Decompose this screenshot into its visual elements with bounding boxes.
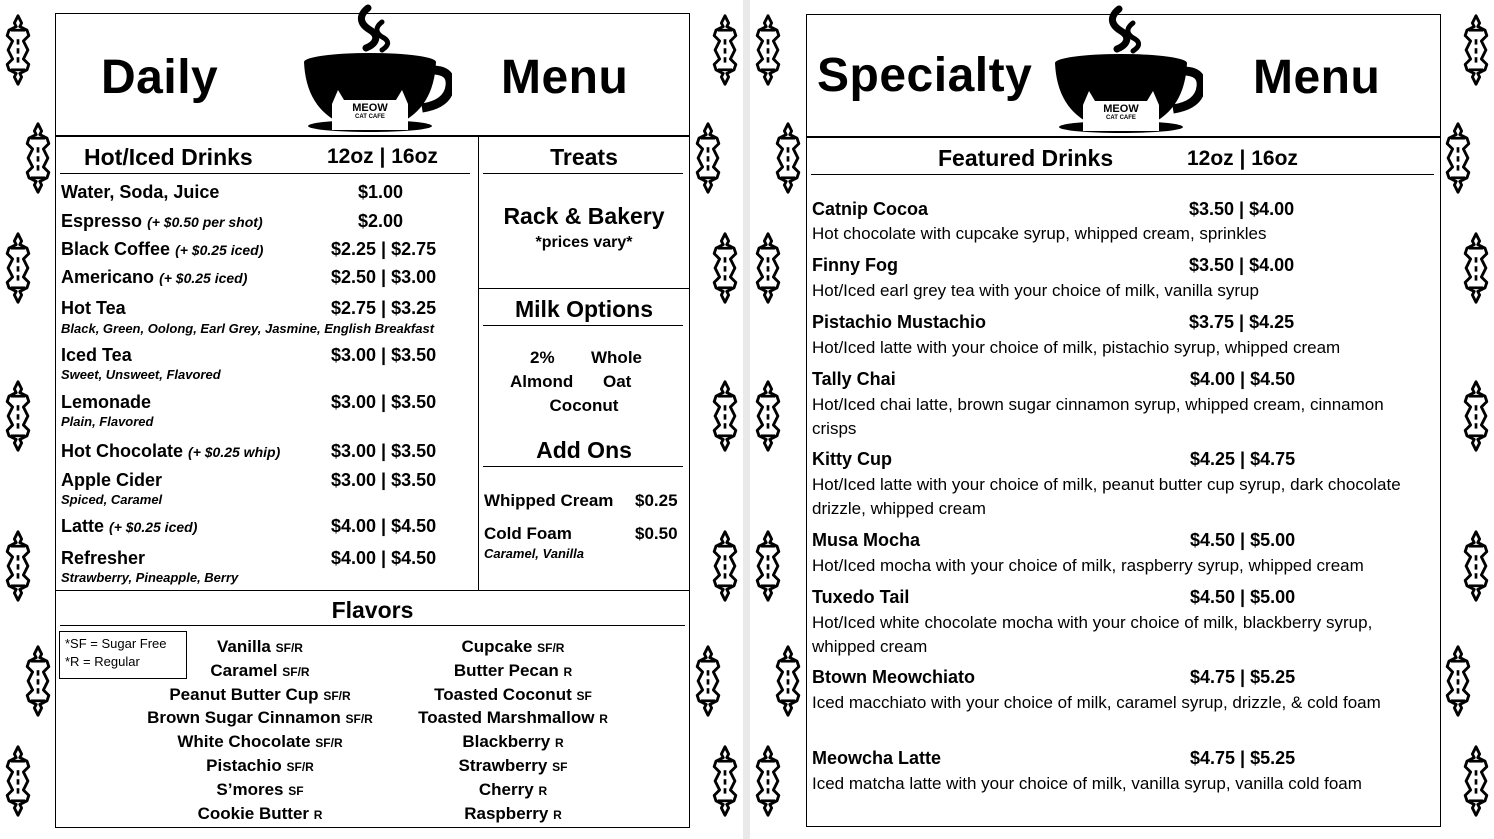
milk-option: 2%: [530, 348, 555, 367]
milk-title: Milk Options: [515, 296, 653, 322]
treats-title: Treats: [550, 144, 618, 170]
flavor-item: Toasted Marshmallow R: [418, 708, 608, 727]
drink-price: $3.75 | $4.25: [1189, 312, 1295, 332]
item-price: $2.75 | $3.25: [331, 298, 437, 318]
divider: [483, 325, 683, 326]
list-item: Apple Cider: [61, 470, 163, 490]
cat-silhouette-icon: [770, 645, 806, 717]
item-price: $3.00 | $3.50: [331, 470, 437, 490]
list-item: Hot Chocolate (+ $0.25 whip): [61, 441, 281, 461]
cat-silhouette-icon: [0, 530, 36, 602]
addon-price: $0.25: [635, 491, 678, 510]
item-price: $2.00: [358, 211, 404, 231]
flavors-title: Flavors: [331, 597, 414, 623]
cat-silhouette-icon: [0, 745, 36, 817]
cat-silhouette-icon: [690, 645, 726, 717]
drink-price: $4.50 | $5.00: [1190, 530, 1296, 550]
flavor-item: Raspberry R: [464, 804, 562, 823]
item-price: $2.25 | $2.75: [331, 239, 437, 259]
list-item: Lemonade: [61, 392, 152, 412]
menu-title: Menu: [501, 51, 629, 104]
cat-silhouette-icon: [707, 745, 743, 817]
cat-silhouette-icon: [707, 232, 743, 304]
cat-silhouette-icon: [750, 14, 786, 86]
addons-title: Add Ons: [536, 437, 632, 463]
cat-silhouette-icon: [750, 745, 786, 817]
list-item: Hot Tea: [61, 298, 126, 318]
featured-sizes: 12oz | 16oz: [1187, 147, 1298, 170]
drink-price: $3.50 | $4.00: [1189, 255, 1295, 275]
list-item: Refresher: [61, 548, 146, 568]
cafe-logo: [1053, 5, 1203, 135]
addon-name: Cold Foam: [484, 524, 572, 543]
addon-name: Whipped Cream: [484, 491, 614, 510]
drink-name: Finny Fog: [812, 255, 898, 275]
specialty-header: [806, 14, 1441, 137]
drink-description: Hot/Iced white chocolate mocha with your choice of milk, blackberry syrup, whipped cream: [812, 613, 1373, 656]
divider: [483, 173, 683, 174]
addon-subtext: Caramel, Vanilla: [484, 546, 584, 561]
item-subtext: Spiced, Caramel: [61, 492, 163, 507]
cat-silhouette-icon: [750, 380, 786, 452]
divider: [60, 625, 685, 626]
treats-note: *prices vary*: [535, 234, 633, 251]
list-item: Water, Soda, Juice: [61, 182, 220, 202]
drink-name: Catnip Cocoa: [812, 199, 929, 219]
item-subtext: Plain, Flavored: [61, 414, 154, 429]
list-item: Iced Tea: [61, 345, 132, 365]
drink-description: Hot/Iced latte with your choice of milk, peanut butter cup syrup, dark chocolate drizzle, whipped cream: [812, 475, 1401, 518]
cat-silhouette-icon: [20, 645, 56, 717]
drink-price: $3.50 | $4.00: [1189, 199, 1295, 219]
flavor-item: Pistachio SF/R: [206, 756, 314, 775]
drink-name: Kitty Cup: [812, 449, 892, 469]
flavor-item: Toasted Coconut SF: [434, 685, 592, 704]
drink-name: Btown Meowchiato: [812, 667, 975, 687]
cafe-logo: [302, 4, 452, 134]
daily-menu-page: [0, 0, 743, 839]
divider: [483, 466, 683, 467]
featured-title: Featured Drinks: [938, 145, 1114, 171]
drinks-title: Hot/Iced Drinks: [84, 144, 253, 170]
cat-silhouette-icon: [0, 380, 36, 452]
cat-silhouette-icon: [1458, 232, 1494, 304]
drink-price: $4.00 | $4.50: [1190, 369, 1296, 389]
flavor-item: Cupcake SF/R: [461, 637, 565, 656]
drink-name: Musa Mocha: [812, 530, 921, 550]
flavor-item: Butter Pecan R: [453, 661, 573, 680]
flavor-item: Strawberry SF: [458, 756, 568, 775]
drink-price: $4.75 | $5.25: [1190, 667, 1296, 687]
cat-silhouette-icon: [690, 122, 726, 194]
cat-silhouette-icon: [707, 530, 743, 602]
flavor-item: Brown Sugar Cinnamon SF/R: [147, 708, 373, 727]
flavor-item: S’mores SF: [216, 780, 304, 799]
drink-description: Hot/Iced earl grey tea with your choice of milk, vanilla syrup: [812, 281, 1259, 300]
drink-price: $4.25 | $4.75: [1190, 449, 1296, 469]
cat-silhouette-icon: [750, 530, 786, 602]
drink-description: Hot/Iced chai latte, brown sugar cinnamon syrup, whipped cream, cinnamon crisps: [812, 395, 1384, 438]
cat-silhouette-icon: [707, 14, 743, 86]
list-item: Latte (+ $0.25 iced): [61, 516, 198, 536]
addon-price: $0.50: [635, 524, 678, 543]
cat-silhouette-icon: [1458, 745, 1494, 817]
list-item: Americano (+ $0.25 iced): [61, 267, 248, 287]
item-subtext: Sweet, Unsweet, Flavored: [61, 367, 221, 382]
flavor-item: Caramel SF/R: [210, 661, 310, 680]
drinks-sizes: 12oz | 16oz: [327, 145, 438, 168]
flavor-legend: *SF = Sugar Free *R = Regular: [59, 631, 187, 679]
item-price: $3.00 | $3.50: [331, 392, 437, 412]
milk-option: Oat: [603, 372, 632, 391]
daily-header: [55, 13, 690, 136]
item-price: $4.00 | $4.50: [331, 548, 437, 568]
treats-section: [478, 136, 690, 289]
drink-description: Hot chocolate with cupcake syrup, whipped cream, sprinkles: [812, 224, 1267, 243]
drink-name: Pistachio Mustachio: [812, 312, 987, 332]
cat-silhouette-icon: [707, 380, 743, 452]
item-price: $2.50 | $3.00: [331, 267, 437, 287]
flavor-item: Blackberry R: [462, 732, 564, 751]
drink-name: Meowcha Latte: [812, 748, 942, 768]
logo-text: BTOWN MEOW CAT CAFE: [352, 96, 388, 120]
flavor-item: White Chocolate SF/R: [177, 732, 343, 751]
daily-title: Daily: [101, 51, 219, 104]
flavor-item: Cookie Butter R: [197, 804, 323, 823]
list-item: Espresso (+ $0.50 per shot): [61, 211, 263, 231]
cat-silhouette-icon: [0, 232, 36, 304]
drink-description: Iced matcha latte with your choice of milk, vanilla syrup, vanilla cold foam: [812, 774, 1362, 793]
flavor-item: Cherry R: [478, 780, 548, 799]
specialty-menu-page: [750, 0, 1494, 839]
cat-silhouette-icon: [750, 232, 786, 304]
milk-option: Almond: [510, 372, 574, 391]
treats-line: Rack & Bakery: [503, 203, 665, 229]
cat-silhouette-icon: [770, 122, 806, 194]
milk-option: Whole: [591, 348, 642, 367]
cat-silhouette-icon: [1440, 645, 1476, 717]
drink-description: Iced macchiato with your choice of milk, caramel syrup, drizzle, & cold foam: [812, 693, 1381, 712]
divider: [60, 173, 470, 174]
specialty-title: Specialty: [817, 49, 1033, 102]
drink-description: Hot/Iced latte with your choice of milk, pistachio syrup, whipped cream: [812, 338, 1341, 357]
divider: [811, 174, 1434, 175]
cat-silhouette-icon: [1458, 14, 1494, 86]
item-price: $3.00 | $3.50: [331, 441, 437, 461]
menu-title: Menu: [1253, 51, 1381, 104]
drink-name: Tally Chai: [812, 369, 896, 389]
item-subtext: Black, Green, Oolong, Earl Grey, Jasmine, English Breakfast: [61, 321, 435, 336]
item-price: $4.00 | $4.50: [331, 516, 437, 536]
cat-silhouette-icon: [0, 14, 36, 86]
drink-name: Tuxedo Tail: [812, 587, 910, 607]
flavor-item: Peanut Butter Cup SF/R: [169, 685, 351, 704]
milk-addons-section: [478, 288, 690, 591]
cat-silhouette-icon: [1440, 122, 1476, 194]
drink-description: Hot/Iced mocha with your choice of milk, raspberry syrup, whipped cream: [812, 556, 1364, 575]
flavor-item: Vanilla SF/R: [217, 637, 303, 656]
item-price: $3.00 | $3.50: [331, 345, 437, 365]
item-price: $1.00: [358, 182, 404, 202]
logo-text: BTOWN MEOW CAT CAFE: [1103, 97, 1139, 121]
list-item: Black Coffee (+ $0.25 iced): [61, 239, 264, 259]
cat-silhouette-icon: [20, 122, 56, 194]
drink-price: $4.50 | $5.00: [1190, 587, 1296, 607]
cat-silhouette-icon: [1458, 380, 1494, 452]
item-subtext: Strawberry, Pineapple, Berry: [61, 570, 239, 585]
milk-option: Coconut: [549, 396, 619, 415]
cat-silhouette-icon: [1458, 530, 1494, 602]
drink-price: $4.75 | $5.25: [1190, 748, 1296, 768]
